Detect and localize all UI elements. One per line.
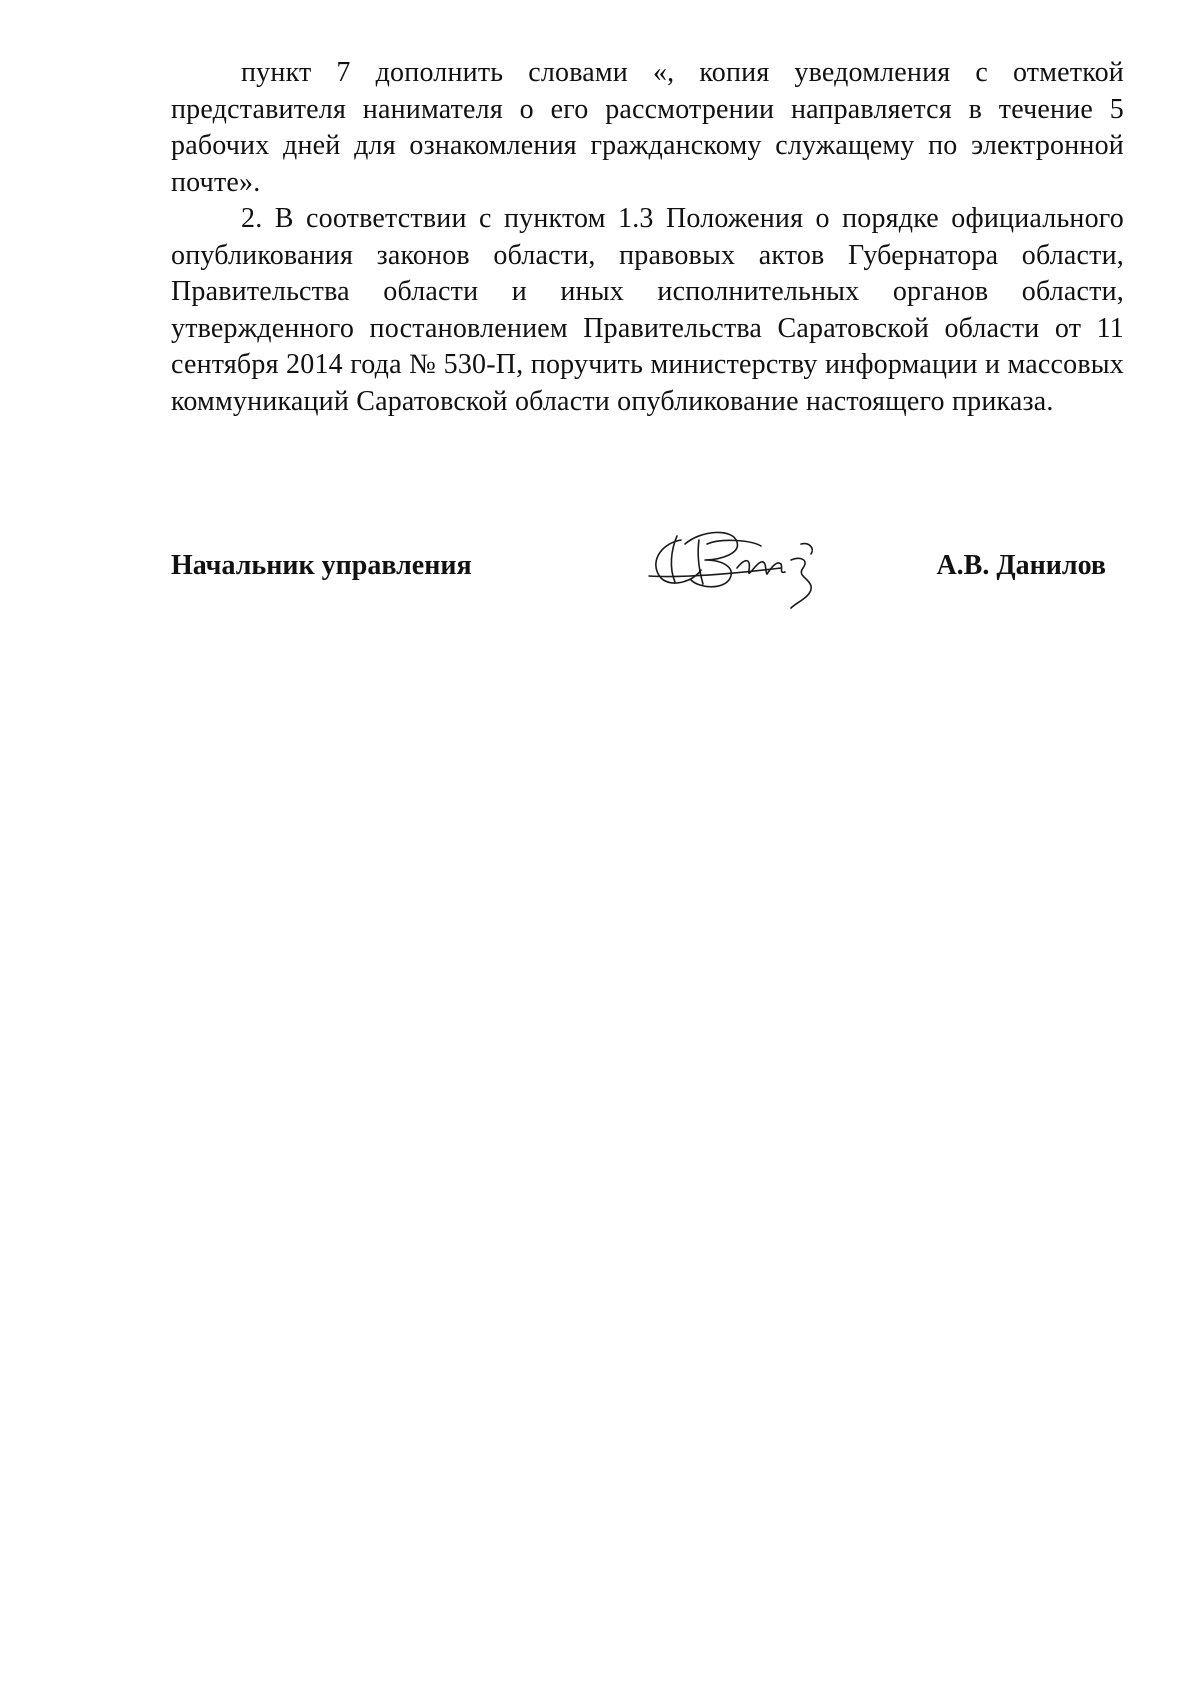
signer-name: А.В. Данилов [936, 550, 1106, 581]
signer-position-title: Начальник управления [171, 550, 472, 581]
handwritten-signature-icon [641, 520, 871, 610]
paragraph-point-7-addition: пункт 7 дополнить словами «, копия уведомления с отметкой представителя нанимателя о его рассмотрении направляется в течение 5 рабочих дней для ознакомления гражданскому служащему по электронной почте». [171, 57, 1124, 198]
signature-block [171, 520, 1124, 610]
document-body [171, 55, 1124, 420]
paragraph-publication-order: 2. В соответствии с пунктом 1.3 Положения о порядке официального опубликования законов области, правовых актов Губернатора области, Правительства области и иных исполнительных органов области, утвержденного постановлением Правительства Саратовской области от 11 сентября 2014 года № 530-П, поручить министерству информации и массовых коммуникаций Саратовской области опубликование настоящего приказа. [171, 203, 1124, 417]
